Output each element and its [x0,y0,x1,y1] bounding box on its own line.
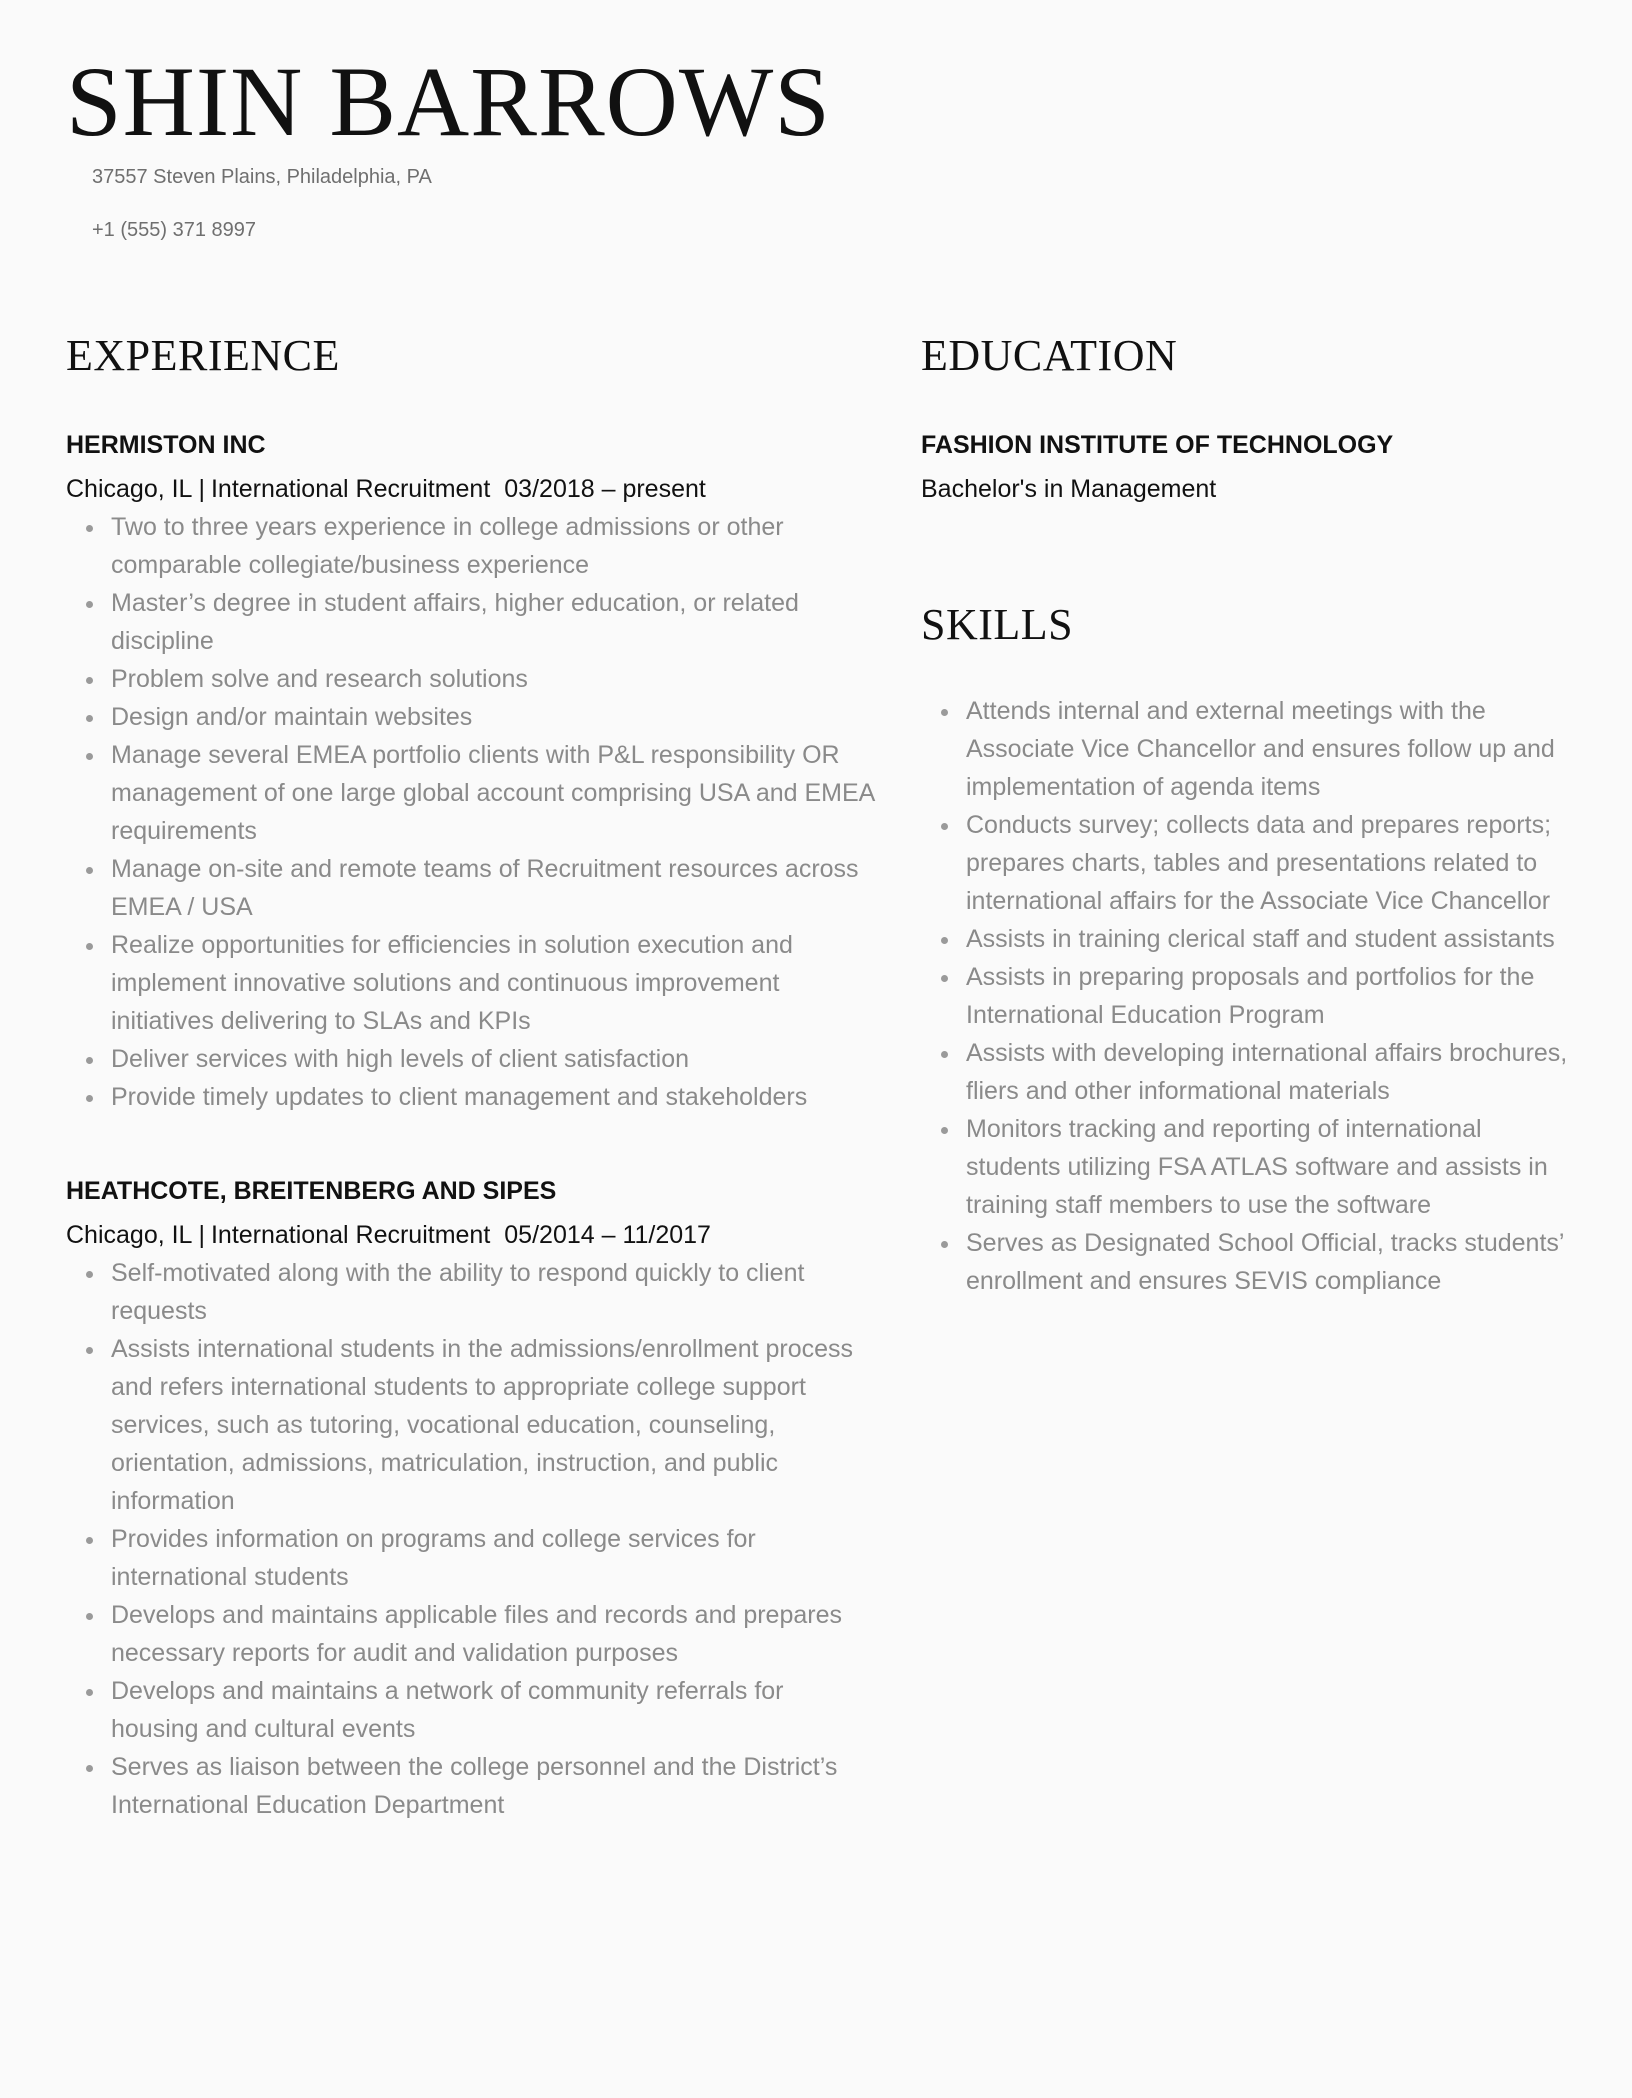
job-dates: 05/2014 – 11/2017 [504,1221,711,1249]
job-bullet: Master’s degree in student affairs, higher education, or related discipline [66,584,876,660]
job-bullet: Two to three years experience in college admissions or other comparable collegiate/business experience [66,508,876,584]
skills-heading: SKILLS [921,600,1074,649]
experience-section [66,331,876,1824]
skill-item: Assists with developing international affairs brochures, fliers and other informational materials [921,1034,1581,1110]
job-bullet-list [66,508,876,1116]
job-location: Chicago, IL [66,1221,193,1249]
skill-item: Assists in training clerical staff and student assistants [921,920,1581,958]
job-role: International Recruitment [210,1221,491,1249]
skill-item: Monitors tracking and reporting of international students utilizing FSA ATLAS software and assists in training staff members to use the software [921,1110,1581,1224]
job-meta-separator: | [198,1221,205,1249]
skill-item: Assists in preparing proposals and portfolios for the International Education Program [921,958,1581,1034]
skill-item: Conducts survey; collects data and prepares reports; prepares charts, tables and presentations related to international affairs for the Associate Vice Chancellor [921,806,1581,920]
job-bullet: Self-motivated along with the ability to respond quickly to client requests [66,1254,876,1330]
job-bullet: Provide timely updates to client management and stakeholders [66,1078,876,1116]
job-meta-separator: | [198,475,205,503]
job-dates: 03/2018 – present [504,475,706,503]
job-bullet: Manage on-site and remote teams of Recruitment resources across EMEA / USA [66,850,876,926]
education-heading: EDUCATION [921,331,1178,380]
job-bullet: Assists international students in the admissions/enrollment process and refers international students to appropriate college support services, such as tutoring, vocational education, counseling, orientation, admissions, matriculation, instruction, and public information [66,1330,876,1520]
job-bullet: Manage several EMEA portfolio clients with P&L responsibility OR management of one large global account comprising USA and EMEA requirements [66,736,876,850]
skills-list [921,692,1581,1300]
contact-phone: +1 (555) 371 8997 [92,219,257,241]
job-company: HEATHCOTE, BREITENBERG AND SIPES [66,1177,557,1205]
job-entry [66,430,876,1116]
candidate-name: SHIN BARROWS [66,46,831,157]
job-bullet: Develops and maintains applicable files and records and prepares necessary reports for audit and validation purposes [66,1596,876,1672]
job-bullet: Provides information on programs and college services for international students [66,1520,876,1596]
skill-item: Serves as Designated School Official, tracks students’ enrollment and ensures SEVIS compliance [921,1224,1581,1300]
job-bullet: Develops and maintains a network of community referrals for housing and cultural events [66,1672,876,1748]
job-bullet: Problem solve and research solutions [66,660,876,698]
job-bullet: Design and/or maintain websites [66,698,876,736]
job-bullet: Serves as liaison between the college personnel and the District’s International Education Department [66,1748,876,1824]
job-bullet-list [66,1254,876,1824]
job-bullet: Deliver services with high levels of client satisfaction [66,1040,876,1078]
degree: Bachelor's in Management [921,475,1217,503]
school-name: FASHION INSTITUTE OF TECHNOLOGY [921,431,1394,459]
skill-item: Attends internal and external meetings with the Associate Vice Chancellor and ensures follow up and implementation of agenda items [921,692,1581,806]
job-meta [66,474,876,504]
job-location: Chicago, IL [66,475,193,503]
right-column [921,331,1581,1300]
experience-heading: EXPERIENCE [66,331,340,380]
contact-address: 37557 Steven Plains, Philadelphia, PA [92,166,432,188]
job-company: HERMISTON INC [66,431,266,459]
job-bullet: Realize opportunities for efficiencies in solution execution and implement innovative solutions and continuous improvement initiatives delivering to SLAs and KPIs [66,926,876,1040]
job-meta [66,1220,876,1250]
job-role: International Recruitment [210,475,491,503]
job-entry [66,1176,876,1824]
education-entry [921,430,1581,504]
